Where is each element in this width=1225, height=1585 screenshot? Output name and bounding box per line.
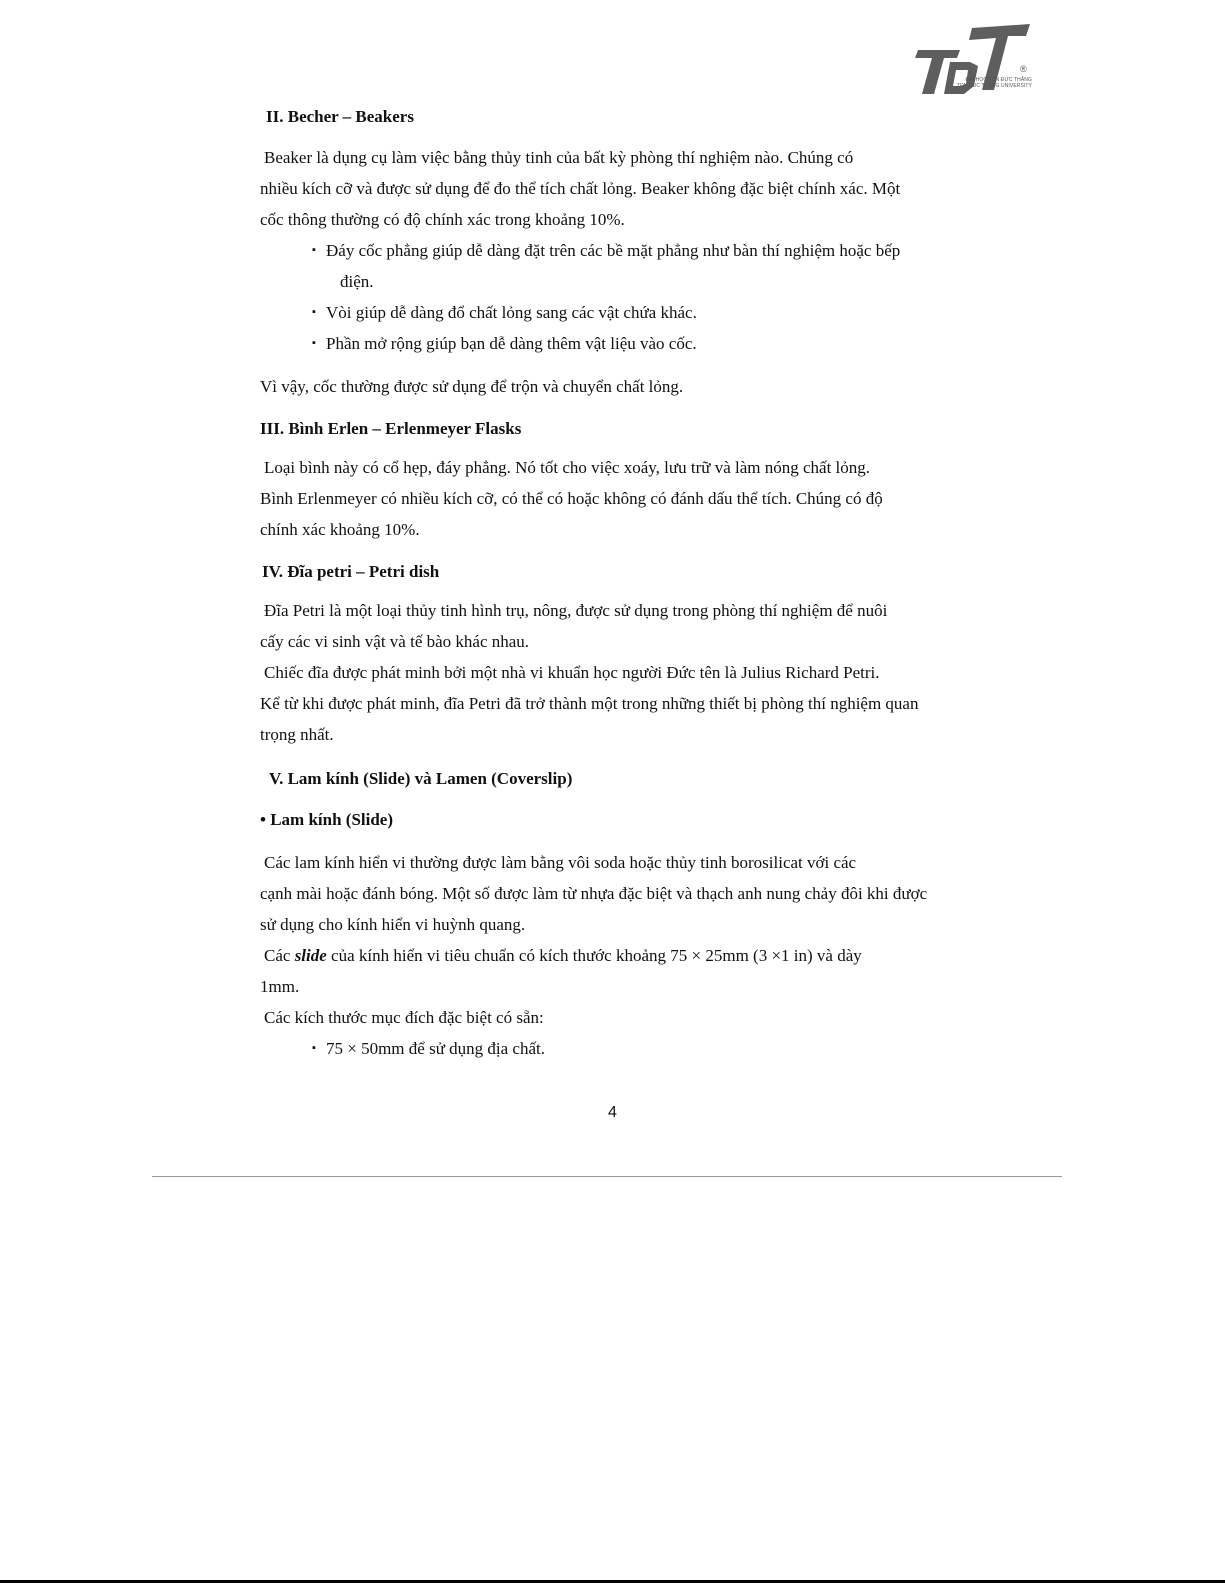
paragraph-line: Bình Erlenmeyer có nhiều kích cỡ, có thể có hoặc không có đánh dấu thể tích. Chúng có độ <box>260 489 883 508</box>
subheading-text: Lam kính (Slide) <box>270 810 394 829</box>
text-fragment: của kính hiển vi tiêu chuẩn có kích thước khoảng 75 × 25mm (3 ×1 in) và dày <box>326 946 862 965</box>
bullet-list-beakers <box>260 235 970 359</box>
registered-mark: ® <box>1020 64 1027 74</box>
page-number: 4 <box>608 1104 617 1121</box>
page-divider <box>152 1176 1062 1177</box>
paragraph-line-slide-size <box>260 940 970 971</box>
document-body <box>260 102 970 1064</box>
conclusion-text: Vì vậy, cốc thường được sử dụng để trộn và chuyển chất lỏng. <box>260 377 684 396</box>
university-logo <box>904 22 1034 98</box>
paragraph-line: nhiều kích cỡ và được sử dụng để đo thể tích chất lỏng. Beaker không đặc biệt chính xác. Một <box>260 179 901 198</box>
paragraph-line: Kể từ khi được phát minh, đĩa Petri đã trở thành một trong những thiết bị phòng thí nghiệm quan <box>260 694 919 713</box>
paragraph-line: Đĩa Petri là một loại thủy tinh hình trụ, nông, được sử dụng trong phòng thí nghiệm để nuôi <box>264 601 888 620</box>
list-item-text: 75 × 50mm để sử dụng địa chất. <box>326 1039 545 1058</box>
paragraph-line: Các kích thước mục đích đặc biệt có sẵn: <box>264 1008 544 1027</box>
logo-subtitle-line1: ĐẠI HỌC TÔN ĐỨC THẮNG <box>965 77 1032 83</box>
paragraph-line: chính xác khoảng 10%. <box>260 520 420 539</box>
paragraph-line: Chiếc đĩa được phát minh bởi một nhà vi khuẩn học người Đức tên là Julius Richard Petri. <box>264 663 880 682</box>
paragraph-line: sử dụng cho kính hiển vi huỳnh quang. <box>260 915 526 934</box>
section-heading-slide: V. Lam kính (Slide) và Lamen (Coverslip) <box>269 769 573 788</box>
section-heading-beakers: II. Becher – Beakers <box>266 107 414 126</box>
logo-subtitle-line2: TON DUC THANG UNIVERSITY <box>956 83 1032 89</box>
subheading-slide <box>260 805 970 835</box>
bullet-mark: ▪ <box>312 1042 316 1054</box>
section-paragraph-slide <box>260 847 970 1033</box>
paragraph-line: cạnh mài hoặc đánh bóng. Một số được làm từ nhựa đặc biệt và thạch anh nung chảy đôi khi được <box>260 884 928 903</box>
logo-subtitle <box>932 77 1032 89</box>
list-item <box>260 297 970 328</box>
list-item <box>260 1033 970 1064</box>
paragraph-line: Beaker là dụng cụ làm việc bằng thủy tinh của bất kỳ phòng thí nghiệm nào. Chúng có <box>264 148 854 167</box>
list-item-text: Đáy cốc phẳng giúp dễ dàng đặt trên các bề mặt phẳng như bàn thí nghiệm hoặc bếp <box>326 241 901 260</box>
bullet-mark: ▪ <box>312 244 316 256</box>
bottom-edge-rule <box>0 1580 1225 1583</box>
list-item-text: Vòi giúp dễ dàng đổ chất lỏng sang các vật chứa khác. <box>326 303 697 322</box>
section-heading-erlenmeyer: III. Bình Erlen – Erlenmeyer Flasks <box>260 419 522 438</box>
bullet-mark: ▪ <box>312 306 316 318</box>
subheading-bullet: • <box>260 810 266 829</box>
paragraph-line: trọng nhất. <box>260 725 334 744</box>
list-item-text: Phần mở rộng giúp bạn dễ dàng thêm vật liệu vào cốc. <box>326 334 697 353</box>
bullet-mark: ▪ <box>312 337 316 349</box>
list-item <box>260 235 970 297</box>
paragraph-line: cấy các vi sinh vật và tế bào khác nhau. <box>260 632 530 651</box>
paragraph-line: 1mm. <box>260 977 300 996</box>
section-paragraph-erlenmeyer <box>260 452 970 545</box>
paragraph-line: cốc thông thường có độ chính xác trong khoảng 10%. <box>260 210 625 229</box>
bullet-list-slide-sizes <box>260 1033 970 1064</box>
emphasis-slide: slide <box>294 946 327 965</box>
list-item <box>260 328 970 359</box>
list-item-text-cont: điện. <box>340 272 374 291</box>
paragraph-line: Các lam kính hiển vi thường được làm bằng vôi soda hoặc thủy tinh borosilicat với các <box>264 853 857 872</box>
text-fragment: Các <box>264 946 295 965</box>
section-paragraph-petri <box>260 595 970 750</box>
section-heading-petri: IV. Đĩa petri – Petri dish <box>262 562 440 581</box>
paragraph-line: Loại bình này có cổ hẹp, đáy phẳng. Nó tốt cho việc xoáy, lưu trữ và làm nóng chất lỏng. <box>264 458 871 477</box>
section-paragraph-beakers <box>260 142 970 235</box>
